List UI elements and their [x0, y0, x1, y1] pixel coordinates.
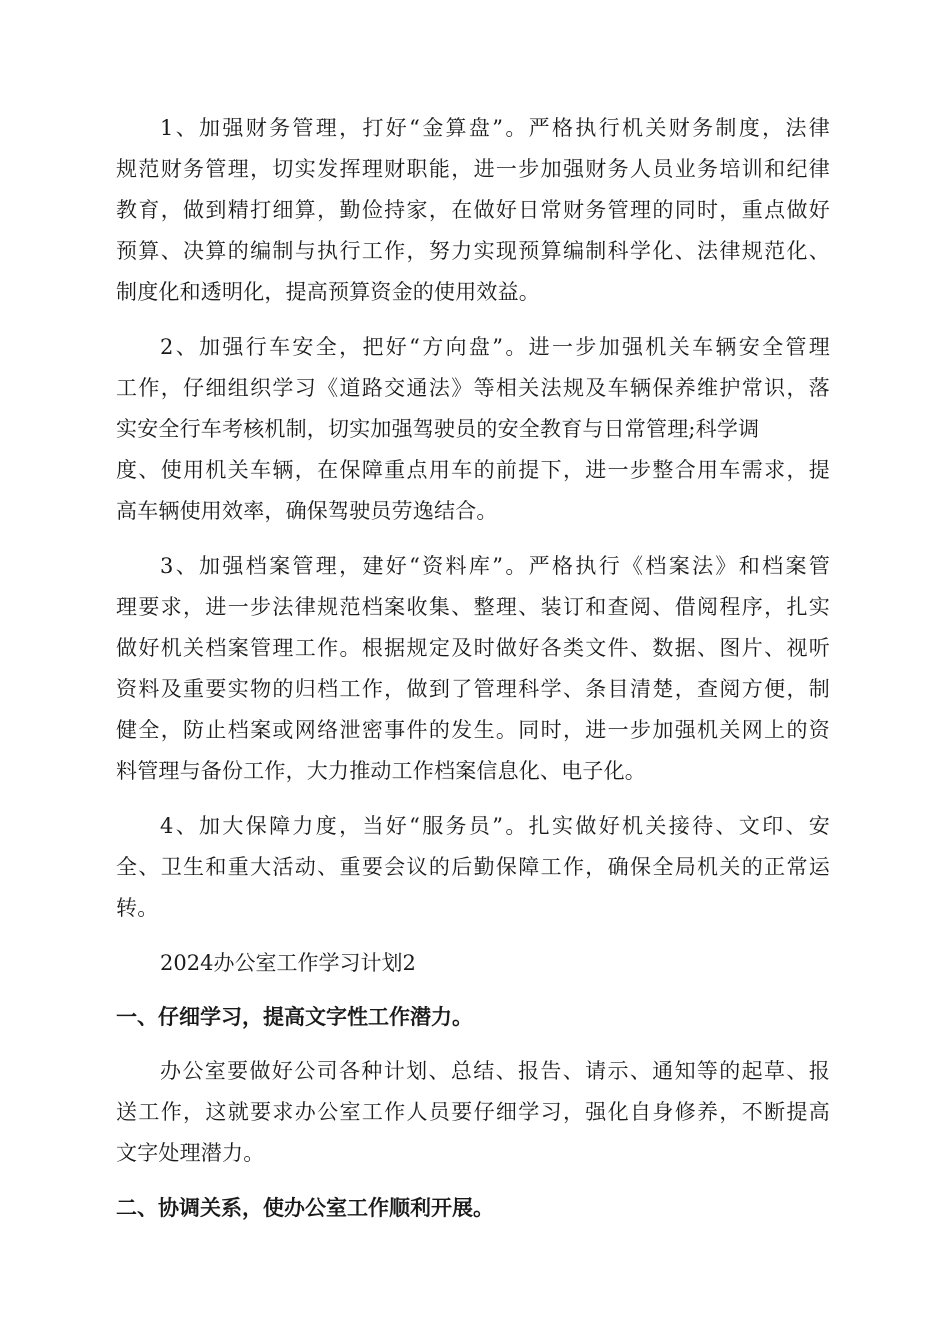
text-line: 规范财务管理，切实发挥理财职能，进一步加强财务人员业务培训和纪律	[116, 157, 830, 181]
text-line: 2、加强行车安全，把好“方向盘”。进一步加强机关车辆安全管理	[160, 335, 830, 359]
text-line: 转。	[116, 896, 159, 920]
document-page	[116, 108, 830, 1242]
text-line: 健全，防止档案或网络泄密事件的发生。同时，进一步加强机关网上的资	[116, 718, 830, 742]
text-line: 高车辆使用效率，确保驾驶员劳逸结合。	[116, 499, 498, 523]
text-line: 工作，仔细组织学习《道路交通法》等相关法规及车辆保养维护常识，落	[116, 376, 830, 400]
heading-coordination: 二、协调关系，使办公室工作顺利开展。	[116, 1196, 494, 1220]
text-line: 做好机关档案管理工作。根据规定及时做好各类文件、数据、图片、视听	[116, 636, 830, 660]
heading-study: 一、仔细学习，提高文字性工作潜力。	[116, 1005, 473, 1029]
text-line: 全、卫生和重大活动、重要会议的后勤保障工作，确保全局机关的正常运	[116, 855, 830, 879]
paragraph-finance	[116, 108, 830, 313]
section-subtitle: 2024办公室工作学习计划2	[160, 951, 416, 975]
text-line: 预算、决算的编制与执行工作，努力实现预算编制科学化、法律规范化、	[116, 239, 830, 263]
text-line: 送工作，这就要求办公室工作人员要仔细学习，强化自身修养，不断提高	[116, 1100, 830, 1124]
paragraph-archives	[116, 546, 830, 792]
text-line: 4、加大保障力度，当好“服务员”。扎实做好机关接待、文印、安	[160, 814, 830, 838]
text-line: 料管理与备份工作，大力推动工作档案信息化、电子化。	[116, 759, 646, 783]
text-line: 实安全行车考核机制，切实加强驾驶员的安全教育与日常管理;科学调	[116, 417, 760, 441]
paragraph-office-writing	[116, 1051, 830, 1174]
text-line: 理要求，进一步法律规范档案收集、整理、装订和查阅、借阅程序，扎实	[116, 595, 830, 619]
text-line: 1、加强财务管理，打好“金算盘”。严格执行机关财务制度，法律	[160, 116, 830, 140]
text-line: 文字处理潜力。	[116, 1141, 265, 1165]
text-line: 度、使用机关车辆，在保障重点用车的前提下，进一步整合用车需求，提	[116, 458, 830, 482]
text-line: 制度化和透明化，提高预算资金的使用效益。	[116, 280, 540, 304]
text-line: 教育，做到精打细算，勤俭持家，在做好日常财务管理的同时，重点做好	[116, 198, 830, 222]
paragraph-driving-safety	[116, 327, 830, 532]
text-line: 办公室要做好公司各种计划、总结、报告、请示、通知等的起草、报	[160, 1059, 830, 1083]
text-line: 3、加强档案管理，建好“资料库”。严格执行《档案法》和档案管	[160, 554, 830, 578]
text-line: 资料及重要实物的归档工作，做到了管理科学、条目清楚，查阅方便，制	[116, 677, 830, 701]
paragraph-service	[116, 806, 830, 929]
